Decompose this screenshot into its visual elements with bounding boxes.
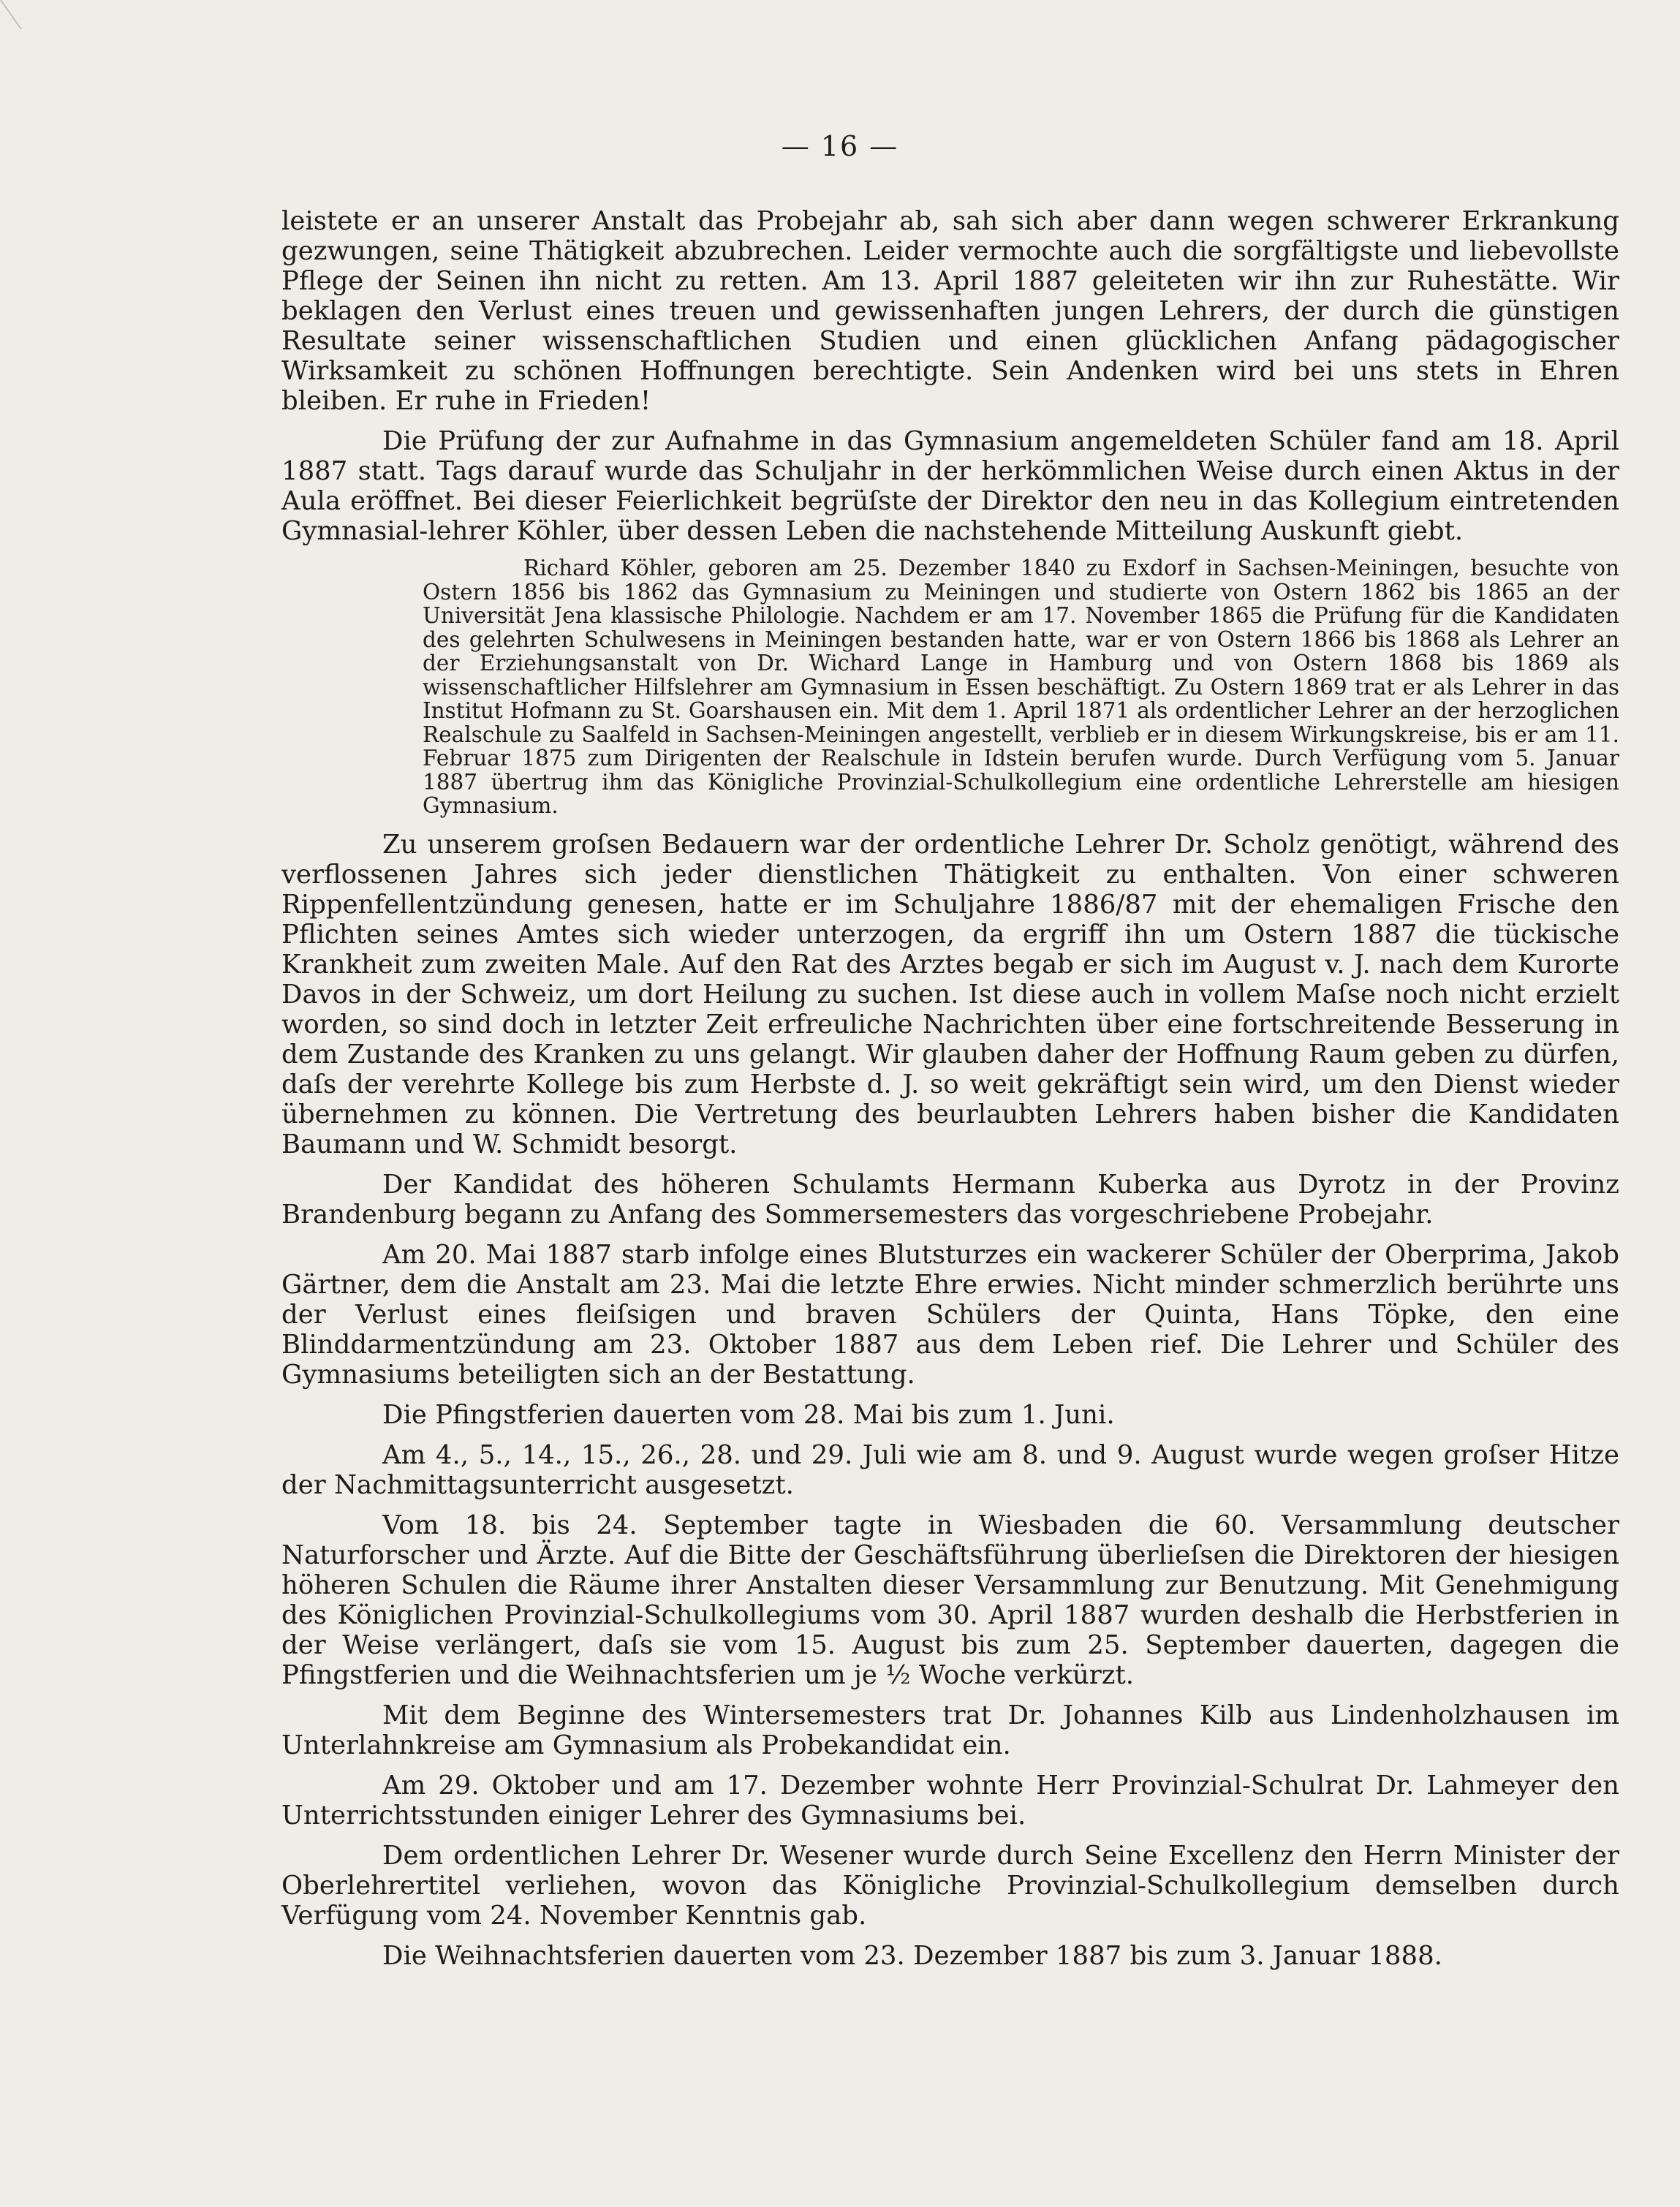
paragraph-9: Mit dem Beginne des Wintersemesters trat Dr. Johannes Kilb aus Lindenholzhausen im Unterlahnkreise am Gymnasium als Probekandidat ein. [281,1700,1619,1760]
paragraph-11: Dem ordentlichen Lehrer Dr. Wesener wurde durch Seine Excellenz den Herrn Minister der Oberlehrertitel verliehen, wovon das Königliche Provinzial-Schulkollegium demselben durch Verfügung vom 24. November Kenntnis gab. [281,1840,1619,1931]
page-number: — 16 — [781,130,899,162]
body-text [281,206,1619,1981]
paragraph-12: Die Weihnachtsferien dauerten vom 23. Dezember 1887 bis zum 3. Januar 1888. [382,1940,1442,1971]
paragraph-5: Am 20. Mai 1887 starb infolge eines Blutsturzes ein wackerer Schüler der Oberprima, Jakob Gärtner, dem die Anstalt am 23. Mai die letzte Ehre erwies. Nicht minder schmerzlich berührte uns der Verlust eines fleiſsigen und braven Schülers der Quinta, Hans Töpke, den eine Blinddarmentzündung am 23. Oktober 1887 aus dem Leben rief. Die Lehrer und Schüler des Gymnasiums beteiligten sich an der Bestattung. [281,1239,1619,1390]
paragraph-7: Am 4., 5., 14., 15., 26., 28. und 29. Juli wie am 8. und 9. August wurde wegen groſser Hitze der Nachmittagsunterricht ausgesetzt. [281,1439,1619,1500]
paragraph-2: Die Prüfung der zur Aufnahme in das Gymnasium angemeldeten Schüler fand am 18. April 1887 statt. Tags darauf wurde das Schuljahr in der herkömmlichen Weise durch einen Aktus in der Aula eröffnet. Bei dieser Feierlichkeit begrüſste der Direktor den neu in das Kollegium eintretenden Gymnasial-lehrer Köhler, über dessen Leben die nachstehende Mitteilung Auskunft giebt. [281,426,1619,546]
paragraph-8: Vom 18. bis 24. September tagte in Wiesbaden die 60. Versammlung deutscher Naturforscher und Ärzte. Auf die Bitte der Geschäftsführung überlieſsen die Direktoren der hiesigen höheren Schulen die Räume ihrer Anstalten dieser Versammlung zur Benutzung. Mit Genehmigung des Königlichen Provinzial-Schulkollegiums vom 30. April 1887 wurden deshalb die Herbstferien in der Weise verlängert, daſs sie vom 15. August bis zum 25. September dauerten, dagegen die Pfingstferien und die Weihnachtsferien um je ½ Woche verkürzt. [281,1510,1619,1690]
paragraph-1: leistete er an unserer Anstalt das Probejahr ab, sah sich aber dann wegen schwerer Erkrankung gezwungen, seine Thätigkeit abzubrechen. Leider vermochte auch die sorgfältigste und liebevollste Pflege der Seinen ihn nicht zu retten. Am 13. April 1887 geleiteten wir ihn zur Ruhestätte. Wir beklagen den Verlust eines treuen und gewissenhaften jungen Lehrers, der durch die günstigen Resultate seiner wissenschaftlichen Studien und einen glücklichen Anfang pädagogischer Wirksamkeit zu schönen Hoffnungen berechtigte. Sein Andenken wird bei uns stets in Ehren bleiben. Er ruhe in Frieden! [281,206,1619,416]
biography-koehler: Richard Köhler, geboren am 25. Dezember 1840 zu Exdorf in Sachsen-Meiningen, besuchte von Ostern 1856 bis 1862 das Gymnasium zu Meiningen und studierte von Ostern 1862 bis 1865 an der Universität Jena klassische Philologie. Nachdem er am 17. November 1865 die Prüfung für die Kandidaten des gelehrten Schulwesens in Meiningen bestanden hatte, war er von Ostern 1866 bis 1868 als Lehrer an der Erziehungsanstalt von Dr. Wichard Lange in Hamburg und von Ostern 1868 bis 1869 als wissenschaftlicher Hilfslehrer am Gymnasium in Essen beschäftigt. Zu Ostern 1869 trat er als Lehrer in das Institut Hofmann zu St. Goarshausen ein. Mit dem 1. April 1871 als ordentlicher Lehrer an der herzoglichen Realschule zu Saalfeld in Sachsen-Meiningen angestellt, verblieb er in diesem Wirkungskreise, bis er am 11. Februar 1875 zum Dirigenten der Realschule in Idstein berufen wurde. Durch Verfügung vom 5. Januar 1887 übertrug ihm das Königliche Provinzial-Schulkollegium eine ordentliche Lehrerstelle am hiesigen Gymnasium. [423,556,1619,818]
paragraph-6: Die Pfingstferien dauerten vom 28. Mai bis zum 1. Juni. [382,1399,1115,1430]
page-corner-mark [0,0,51,29]
paragraph-10: Am 29. Oktober und am 17. Dezember wohnte Herr Provinzial-Schulrat Dr. Lahmeyer den Unterrichtsstunden einiger Lehrer des Gymnasiums bei. [281,1770,1619,1831]
paragraph-4: Der Kandidat des höheren Schulamts Hermann Kuberka aus Dyrotz in der Provinz Brandenburg begann zu Anfang des Sommersemesters das vorgeschriebene Probejahr. [281,1169,1619,1230]
paragraph-3: Zu unserem groſsen Bedauern war der ordentliche Lehrer Dr. Scholz genötigt, während des verflossenen Jahres sich jeder dienstlichen Thätigkeit zu enthalten. Von einer schweren Rippenfellentzündung genesen, hatte er im Schuljahre 1886/87 mit der ehemaligen Frische den Pflichten seines Amtes sich wieder unterzogen, da ergriff ihn um Ostern 1887 die tückische Krankheit zum zweiten Male. Auf den Rat des Arztes begab er sich im August v. J. nach dem Kurorte Davos in der Schweiz, um dort Heilung zu suchen. Ist diese auch in vollem Maſse noch nicht erzielt worden, so sind doch in letzter Zeit erfreuliche Nachrichten über eine fortschreitende Besserung in dem Zustande des Kranken zu uns gelangt. Wir glauben daher der Hoffnung Raum geben zu dürfen, daſs der verehrte Kollege bis zum Herbste d. J. so weit gekräftigt sein wird, um den Dienst wieder übernehmen zu können. Die Vertretung des beurlaubten Lehrers haben bisher die Kandidaten Baumann und W. Schmidt besorgt. [281,829,1619,1159]
